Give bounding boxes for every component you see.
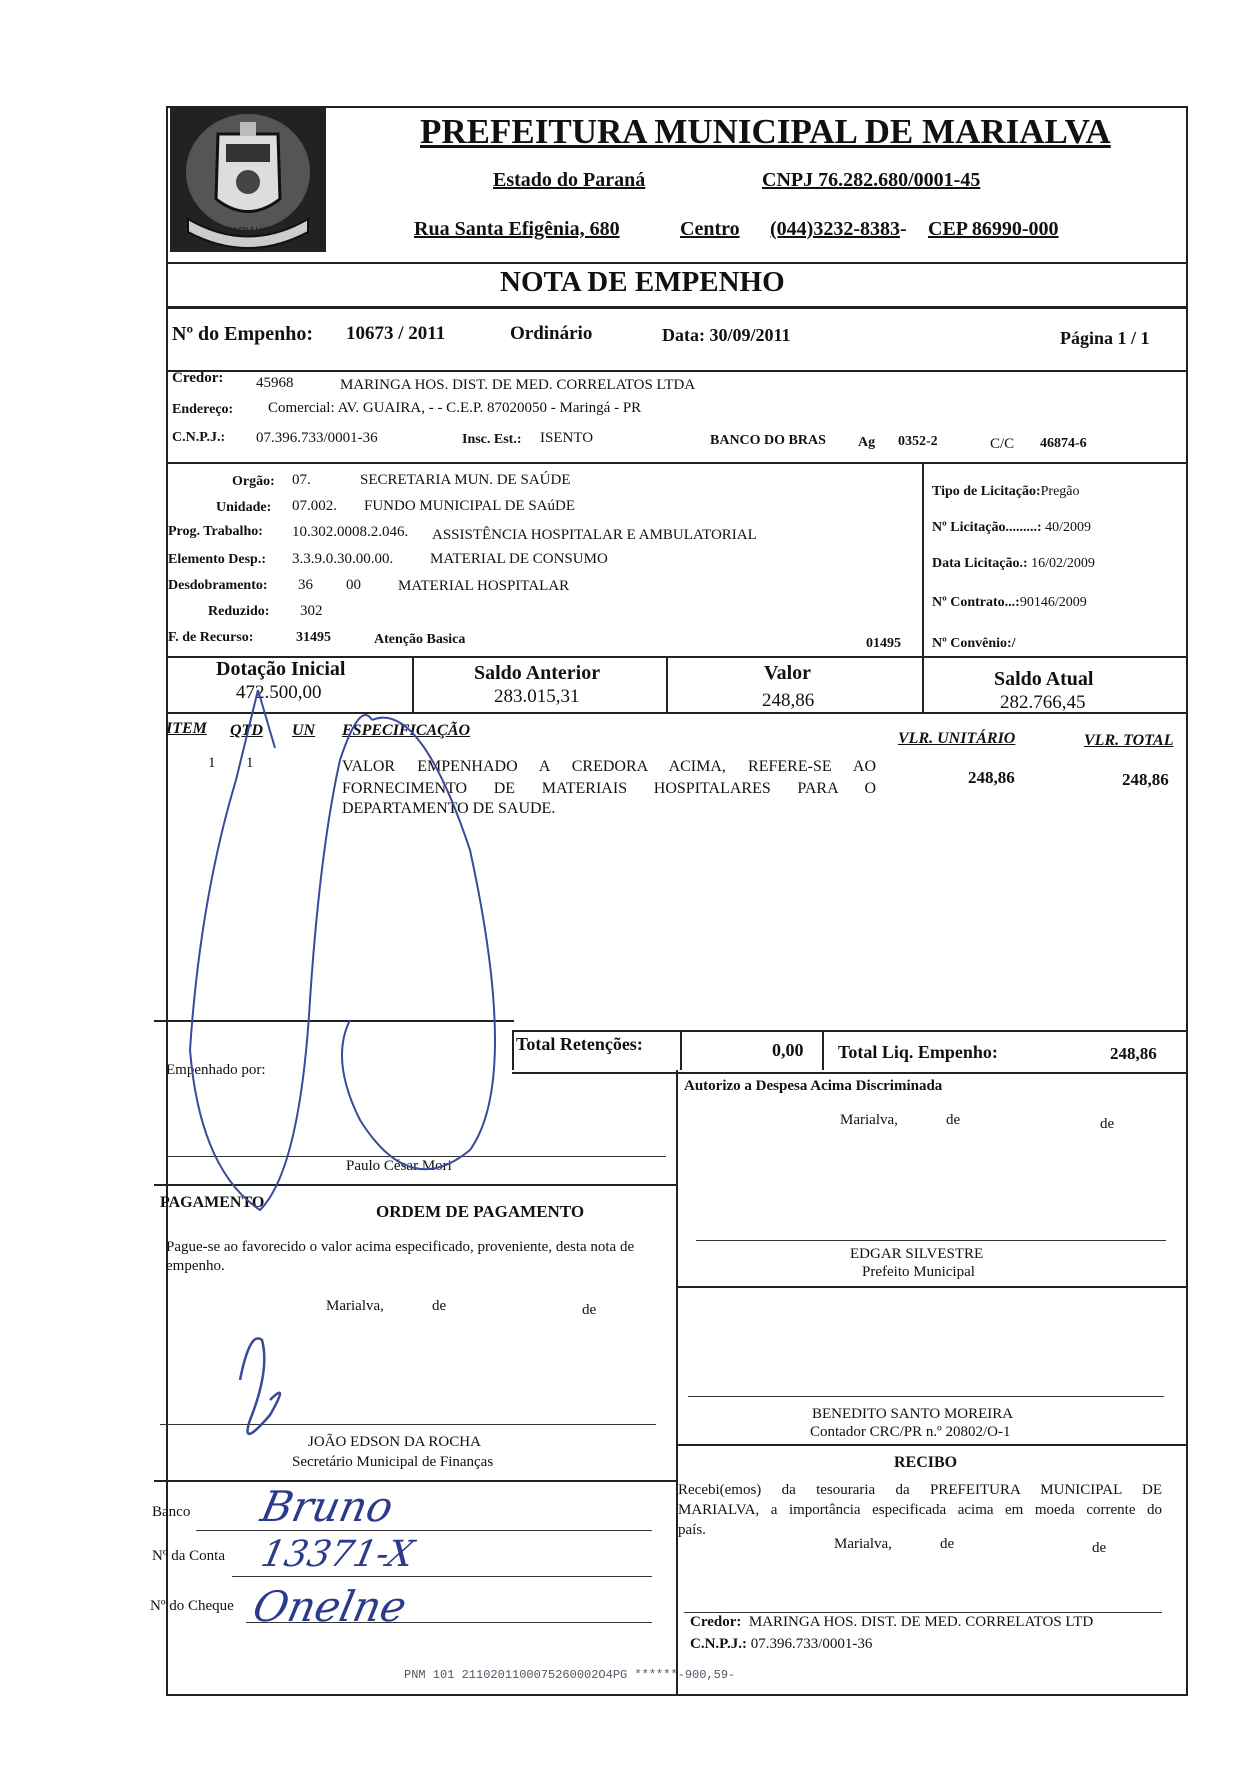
valor-label: Valor xyxy=(764,662,812,684)
orgao-label: Orgão: xyxy=(232,474,275,489)
recibo-cnpj-label: C.N.P.J.: xyxy=(690,1636,747,1652)
item-spec-line: VALOR EMPENHADO A CREDORA ACIMA, REFERE-SE AO xyxy=(342,758,876,775)
col-unit-price: VLR. UNITÁRIO xyxy=(898,730,1016,747)
credor-cnpj: 07.396.733/0001-36 xyxy=(256,430,378,446)
ordem-pagamento-label: ORDEM DE PAGAMENTO xyxy=(376,1202,585,1221)
empenho-date: Data: 30/09/2011 xyxy=(662,325,791,345)
signature-line xyxy=(166,1156,666,1157)
secretary-title: Secretário Municipal de Finanças xyxy=(292,1454,494,1470)
licitacao-date: 16/02/2009 xyxy=(1031,556,1095,571)
liquido-value: 248,86 xyxy=(1110,1044,1157,1063)
recibo-credor-label: Credor: xyxy=(690,1614,742,1630)
date-de-label: de xyxy=(582,1302,597,1318)
header-street: Rua Santa Efigênia, 680 xyxy=(414,218,620,240)
item-spec-line: DEPARTAMENTO DE SAUDE. xyxy=(342,800,556,817)
recibo-credor-name: MARINGA HOS. DIST. DE MED. CORRELATOS LTD xyxy=(748,1614,1094,1630)
cnpj-label: C.N.P.J.: xyxy=(172,430,226,445)
licitacao-type-label xyxy=(932,484,1080,500)
date-de-label: de xyxy=(432,1298,447,1314)
recibo-title: RECIBO xyxy=(894,1454,958,1471)
divider xyxy=(412,656,414,712)
header-cnpj: CNPJ 76.282.680/0001-45 xyxy=(762,169,981,191)
recurso-code: 31495 xyxy=(296,630,331,645)
divider xyxy=(680,1030,682,1070)
credor-label: Credor: xyxy=(172,370,224,386)
cc-label: C/C xyxy=(990,436,1015,452)
elemento-label: Elemento Desp.: xyxy=(168,552,266,567)
divider xyxy=(166,462,1188,464)
state-name: Estado do Paraná xyxy=(493,169,646,191)
divider xyxy=(166,262,1188,264)
col-item: ITEM xyxy=(166,720,207,737)
divider xyxy=(822,1030,824,1070)
recibo-credor-row xyxy=(690,1614,1093,1631)
elemento-code: 3.3.9.0.30.00.00. xyxy=(292,551,394,567)
recibo-cnpj-row xyxy=(690,1636,872,1653)
item-number: 1 xyxy=(208,755,216,771)
elemento-name: MATERIAL DE CONSUMO xyxy=(430,551,608,567)
handwritten-account: 13371-X xyxy=(257,1534,418,1575)
item-qty: 1 xyxy=(246,755,254,771)
place-label: Marialva, xyxy=(834,1536,892,1552)
contrato-row xyxy=(932,595,1087,611)
recurso-name: Atenção Basica xyxy=(374,632,466,647)
header-phone: (044)3232-8383 xyxy=(770,218,900,240)
divider xyxy=(676,1286,1188,1288)
empenho-type: Ordinário xyxy=(510,323,593,344)
divider xyxy=(922,462,924,658)
page-title: PREFEITURA MUNICIPAL DE MARIALVA xyxy=(420,112,1111,151)
date-de-label: de xyxy=(940,1536,955,1552)
credor-code: 45968 xyxy=(256,375,294,391)
insc-label: Insc. Est.: xyxy=(462,432,522,447)
licitacao-number-row xyxy=(932,520,1091,536)
saldo-atual-value: 282.766,45 xyxy=(1000,692,1086,713)
retencoes-label: Total Retenções: xyxy=(516,1034,643,1054)
orgao-name: SECRETARIA MUN. DE SAÚDE xyxy=(360,472,571,488)
conta-label: Nº da Conta xyxy=(152,1548,225,1564)
desdobramento-label: Desdobramento: xyxy=(168,578,268,593)
handwritten-cheque: Onelne xyxy=(248,1582,411,1631)
saldo-anterior-value: 283.015,31 xyxy=(494,686,580,707)
signature-line xyxy=(684,1612,1162,1613)
agency-number: 0352-2 xyxy=(898,434,938,449)
account-number: 46874-6 xyxy=(1040,436,1087,451)
prog-code: 10.302.0008.2.046. xyxy=(292,524,409,540)
divider xyxy=(666,656,668,712)
divider xyxy=(676,1444,1188,1446)
unidade-label: Unidade: xyxy=(216,500,272,515)
recurso-label: F. de Recurso: xyxy=(168,630,254,645)
dotacao-inicial-value: 472.500,00 xyxy=(236,682,322,703)
divider xyxy=(154,1480,676,1482)
saldo-atual-label: Saldo Atual xyxy=(994,668,1094,690)
date-de-label: de xyxy=(946,1112,961,1128)
pague-text: Pague-se ao favorecido o valor acima especificado, proveniente, desta nota de empenho. xyxy=(166,1239,635,1274)
empenho-number-label: Nº do Empenho: xyxy=(172,323,314,345)
divider xyxy=(166,306,1188,309)
recibo-text-line: país. xyxy=(678,1522,706,1538)
date-de-label: de xyxy=(1100,1116,1115,1132)
licitacao-type-label-text: Tipo de Licitação: xyxy=(932,484,1041,499)
prefeito-title: Prefeito Municipal xyxy=(862,1264,975,1280)
empenho-number: 10673 / 2011 xyxy=(346,323,446,344)
recibo-cnpj: 07.396.733/0001-36 xyxy=(750,1636,873,1652)
convenio-label: Nº Convênio:/ xyxy=(932,636,1016,651)
bank-name: BANCO DO BRAS xyxy=(710,433,826,448)
credor-name: MARINGA HOS. DIST. DE MED. CORRELATOS LTDA xyxy=(340,377,696,393)
valor-value: 248,86 xyxy=(762,690,815,711)
divider xyxy=(512,1030,514,1070)
desdobramento-sub: 00 xyxy=(346,577,361,593)
recibo-text-line: MARIALVA, a importância especificada acima em moeda corrente do xyxy=(678,1502,1162,1518)
signature-line xyxy=(160,1424,656,1425)
coat-of-arms-logo xyxy=(168,104,328,254)
svg-text:MARIALVA: MARIALVA xyxy=(223,226,273,237)
item-unit-price: 248,86 xyxy=(968,768,1015,787)
liquido-label: Total Liq. Empenho: xyxy=(838,1042,998,1062)
unidade-code: 07.002. xyxy=(292,498,337,514)
desdobramento-code: 36 xyxy=(298,577,313,593)
divider xyxy=(676,1070,678,1696)
licitacao-number-label: Nº Licitação.........: xyxy=(932,520,1042,535)
divider xyxy=(154,1020,514,1022)
item-total: 248,86 xyxy=(1122,770,1169,789)
licitacao-date-row xyxy=(932,556,1095,572)
empenhado-label: Empenhado por: xyxy=(166,1062,266,1078)
divider xyxy=(154,1184,676,1186)
place-label: Marialva, xyxy=(840,1112,898,1128)
col-spec: ESPECIFICAÇÃO xyxy=(342,722,471,739)
secretary-name: JOÃO EDSON DA ROCHA xyxy=(308,1434,481,1450)
pagamento-label: PAGAMENTO xyxy=(160,1194,265,1211)
empenhado-name: Paulo César Mori xyxy=(346,1158,452,1174)
document-title: NOTA DE EMPENHO xyxy=(500,266,785,298)
recibo-text-line: Recebi(emos) da tesouraria da PREFEITURA MUNICIPAL DE xyxy=(678,1482,1162,1498)
item-spec-line: FORNECIMENTO DE MATERIAIS HOSPITALARES PARA O xyxy=(342,780,876,797)
contrato-number: 90146/2009 xyxy=(1019,595,1087,610)
date-de-label: de xyxy=(1092,1540,1107,1556)
divider xyxy=(922,656,924,712)
col-un: UN xyxy=(292,722,316,739)
signature-line xyxy=(696,1240,1166,1241)
place-label: Marialva, xyxy=(326,1298,384,1314)
agency-label: Ag xyxy=(858,435,876,450)
prog-name: ASSISTÊNCIA HOSPITALAR E AMBULATORIAL xyxy=(432,527,757,543)
licitacao-number: 40/2009 xyxy=(1045,520,1091,535)
licitacao-date-label: Data Licitação.: xyxy=(932,556,1028,571)
conta-field-line[interactable] xyxy=(232,1576,652,1577)
dotacao-inicial-label: Dotação Inicial xyxy=(216,658,346,680)
credor-address: Comercial: AV. GUAIRA, - - C.E.P. 87020050 - Maringá - PR xyxy=(268,400,642,416)
divider xyxy=(166,712,1188,714)
header-district: Centro xyxy=(680,218,740,240)
retencoes-value: 0,00 xyxy=(772,1040,804,1060)
orgao-code: 07. xyxy=(292,472,311,488)
recurso-extra: 01495 xyxy=(866,636,901,651)
insc-value: ISENTO xyxy=(540,430,594,446)
signature-line xyxy=(688,1396,1164,1397)
header-separator: - xyxy=(900,218,907,240)
desdobramento-name: MATERIAL HOSPITALAR xyxy=(398,578,570,594)
contrato-label: Nº Contrato...: xyxy=(932,595,1020,610)
licitacao-type: Pregão xyxy=(1040,484,1080,499)
unidade-name: FUNDO MUNICIPAL DE SAúDE xyxy=(364,498,575,514)
cheque-label: Nº do Cheque xyxy=(150,1598,234,1614)
saldo-anterior-label: Saldo Anterior xyxy=(474,662,601,684)
contador-name: BENEDITO SANTO MOREIRA xyxy=(812,1406,1014,1422)
page-number: Página 1 / 1 xyxy=(1060,328,1150,348)
address-label: Endereço: xyxy=(172,402,234,417)
col-total: VLR. TOTAL xyxy=(1084,732,1174,749)
autorizo-label: Autorizo a Despesa Acima Discriminada xyxy=(684,1078,943,1094)
banco-label: Banco xyxy=(152,1504,191,1520)
reduzido-code: 302 xyxy=(300,603,323,619)
divider xyxy=(166,370,1188,372)
handwritten-bank: Bruno xyxy=(256,1482,398,1531)
footer-code: PNM 101 2110201100075260002O4PG ******-900,59- xyxy=(404,1668,736,1682)
reduzido-label: Reduzido: xyxy=(208,604,270,619)
contador-title: Contador CRC/PR n.º 20802/O-1 xyxy=(810,1424,1011,1440)
prog-label: Prog. Trabalho: xyxy=(168,524,263,539)
header-cep: CEP 86990-000 xyxy=(928,218,1059,240)
col-qtd: QTD xyxy=(230,722,263,739)
prefeito-name: EDGAR SILVESTRE xyxy=(850,1246,984,1262)
